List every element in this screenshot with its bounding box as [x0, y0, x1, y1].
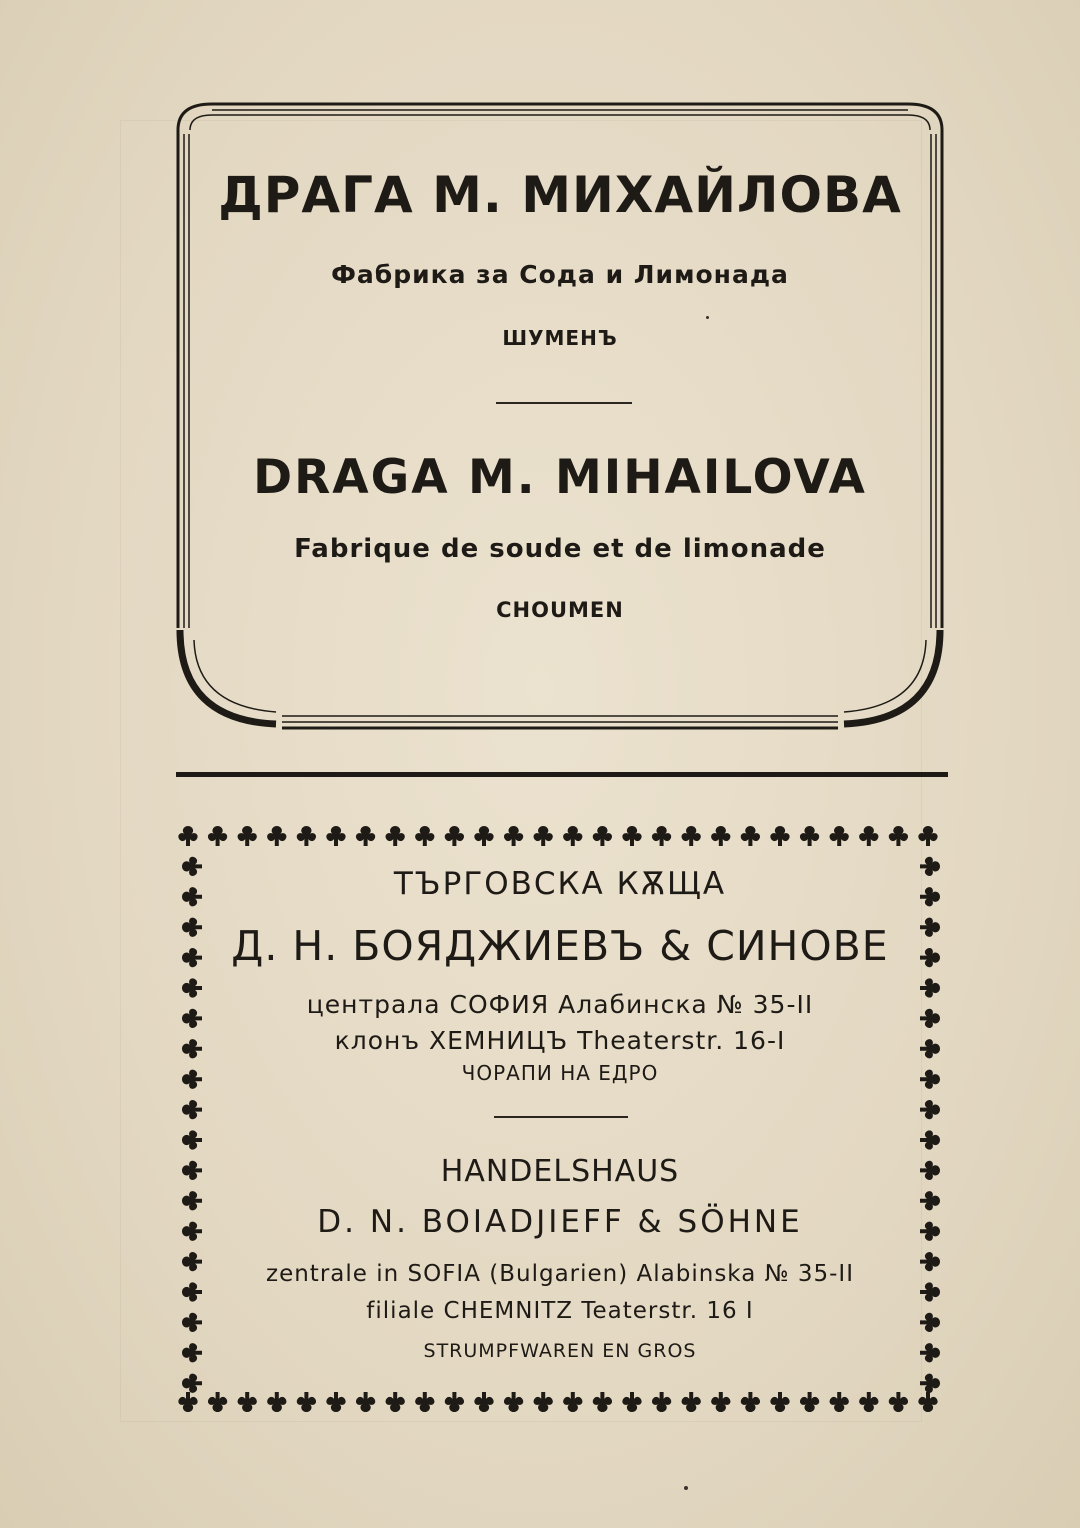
fleuron-icon	[770, 826, 789, 846]
fleuron-icon	[920, 1130, 940, 1149]
fleuron-icon	[238, 826, 257, 846]
fleuron-icon	[800, 826, 819, 846]
fleuron-icon	[859, 1392, 878, 1412]
fleuron-icon	[889, 826, 908, 846]
fleuron-icon	[326, 826, 345, 846]
branch-bulgarian: клонъ ХЕМНИЦЪ Theaterstr. 16-I	[334, 1026, 786, 1055]
fleuron-icon	[711, 826, 730, 846]
company-name-french: DRAGA M. MIHAILOVA	[253, 450, 867, 505]
fleuron-icon	[326, 1392, 345, 1412]
fleuron-icon	[208, 1392, 227, 1412]
company-name-bulgarian: Д. Н. БОЯДЖИЕВЪ & СИНОВЕ	[231, 922, 889, 970]
fleuron-icon	[238, 1392, 257, 1412]
city-bulgarian: ШУМЕНЪ	[502, 326, 618, 350]
fleuron-icon	[356, 1392, 375, 1412]
fleuron-icon	[830, 1392, 849, 1412]
advertisement-mihailova	[172, 100, 948, 732]
divider-rule	[496, 402, 632, 404]
fleuron-icon	[593, 1392, 612, 1412]
trading-house-title-german: HANDELSHAUS	[440, 1154, 680, 1189]
fleuron-icon	[920, 1374, 940, 1393]
fleuron-icon	[534, 826, 553, 846]
fleuron-icon	[920, 1100, 940, 1119]
fleuron-icon	[267, 1392, 286, 1412]
fleuron-icon	[474, 1392, 493, 1412]
fleuron-icon	[415, 826, 434, 846]
fleuron-icon	[534, 1392, 553, 1412]
fleuron-icon	[182, 1100, 202, 1119]
company-name-german: D. N. BOIADJIEFF & SÖHNE	[317, 1204, 803, 1240]
fleuron-icon	[859, 826, 878, 846]
fleuron-icon	[445, 1392, 464, 1412]
branch-german: filiale CHEMNITZ Teaterstr. 16 I	[366, 1298, 754, 1324]
fleuron-icon	[652, 826, 671, 846]
fleuron-icon	[504, 826, 523, 846]
fleuron-icon	[682, 1392, 701, 1412]
fleuron-icon	[415, 1392, 434, 1412]
fleuron-icon	[178, 1392, 197, 1412]
section-separator	[176, 772, 948, 777]
trading-house-title-bulgarian: ТЪРГОВСКА КѪЩА	[393, 866, 727, 902]
company-name-bulgarian: ДРАГА М. МИХАЙЛОВА	[218, 166, 902, 224]
fleuron-icon	[208, 826, 227, 846]
fleuron-icon	[741, 826, 760, 846]
fleuron-icon	[386, 826, 405, 846]
goods-german: STRUMPFWAREN EN GROS	[423, 1340, 697, 1362]
fleuron-icon	[741, 1392, 760, 1412]
fleuron-icon	[182, 1130, 202, 1149]
fleuron-icon	[297, 1392, 316, 1412]
fleuron-icon	[356, 826, 375, 846]
fleuron-icon	[830, 826, 849, 846]
business-description-french: Fabrique de soude et de limonade	[294, 534, 826, 564]
fleuron-icon	[622, 1392, 641, 1412]
fleuron-icon	[770, 1392, 789, 1412]
fleuron-icon	[386, 1392, 405, 1412]
fleuron-icon	[267, 826, 286, 846]
fleuron-icon	[918, 1392, 937, 1412]
headquarters-german: zentrale in SOFIA (Bulgarien) Alabinska № 35-II	[266, 1261, 854, 1287]
fleuron-icon	[178, 826, 197, 846]
business-description-bulgarian: Фабрика за Сода и Лимонада	[331, 260, 789, 289]
fleuron-icon	[297, 826, 316, 846]
fleuron-border	[172, 818, 948, 1420]
fleuron-icon	[593, 826, 612, 846]
fleuron-icon	[682, 826, 701, 846]
fleuron-icon	[182, 1374, 202, 1393]
fleuron-icon	[800, 1392, 819, 1412]
advertisement-boiadjieff	[172, 818, 948, 1420]
fleuron-icon	[652, 1392, 671, 1412]
goods-bulgarian: ЧОРАПИ НА ЕДРО	[461, 1061, 659, 1085]
divider-rule	[494, 1116, 628, 1118]
paper-speck	[706, 316, 709, 319]
fleuron-icon	[445, 826, 464, 846]
fleuron-icon	[563, 1392, 582, 1412]
city-french: CHOUMEN	[496, 598, 624, 622]
fleuron-icon	[622, 826, 641, 846]
fleuron-icon	[918, 826, 937, 846]
fleuron-icon	[563, 826, 582, 846]
headquarters-bulgarian: централа СОФИЯ Алабинска № 35-II	[306, 990, 814, 1019]
fleuron-icon	[504, 1392, 523, 1412]
paper-speck	[684, 1486, 688, 1490]
fleuron-icon	[474, 826, 493, 846]
fleuron-icon	[889, 1392, 908, 1412]
fleuron-icon	[711, 1392, 730, 1412]
